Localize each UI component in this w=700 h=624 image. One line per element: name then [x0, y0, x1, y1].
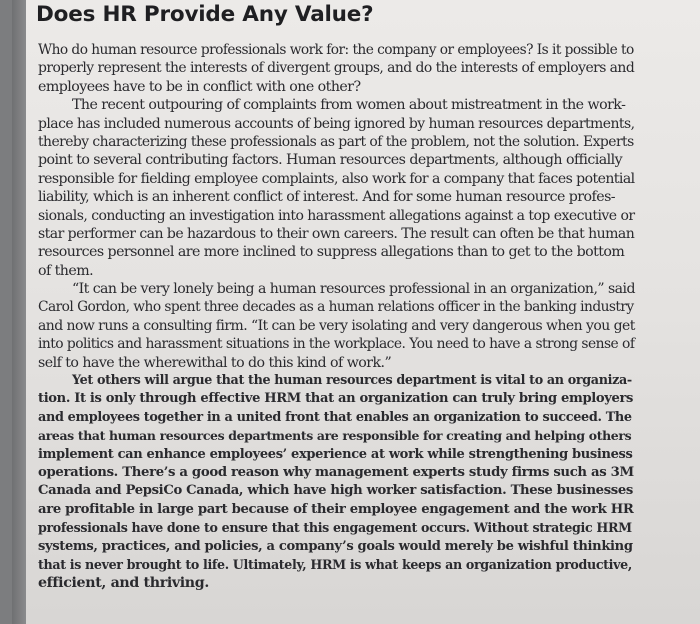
text-line: Who do human resource professionals work for: the company or employees? Is it possible to: [38, 42, 634, 58]
text-line: star performer can be hazardous to their own careers. The result can often be that human: [38, 225, 635, 242]
text-line: “It can be very lonely being a human resources professional in an organization,” said: [72, 281, 635, 298]
text-line: Canada and PepsiCo Canada, which have high worker satisfaction. These businesses: [38, 483, 633, 499]
text-line: The recent outpouring of complaints from women about mistreatment in the work-: [72, 97, 626, 114]
text-line: liability, which is an inherent conflict of interest. And for some human resource profes-: [38, 189, 616, 206]
text-line: thereby characterizing these professionals as part of the problem, not the solution. Experts: [38, 133, 634, 150]
text-line: and now runs a consulting firm. “It can be very isolating and very dangerous when you get: [38, 317, 635, 334]
text-line: Yet others will argue that the human resources department is vital to an organiza-: [72, 373, 632, 389]
text-line: systems, practices, and policies, a company’s goals would merely be wishful thinking: [38, 538, 633, 554]
text-line: tion. It is only through effective HRM that an organization can truly bring employers: [38, 391, 634, 407]
text-line: of them.: [38, 262, 94, 279]
text-line: and employees together in a united front that enables an organization to succeed. The: [38, 409, 632, 425]
text-line: sionals, conducting an investigation into harassment allegations against a top executive or: [38, 207, 635, 224]
paragraph-3: [38, 280, 638, 372]
text-line: implement can enhance employees’ experience at work while strengthening business: [38, 446, 633, 462]
text-line: resources personnel are more inclined to suppress allegations than to get to the bottom: [38, 244, 625, 261]
paragraph-1: [38, 41, 638, 96]
paragraph-4: [38, 372, 638, 593]
text-line: are profitable in large part because of their employee engagement and the work HR: [38, 501, 634, 517]
text-line: into politics and harassment situations in the workplace. You need to have a strong sense of: [38, 336, 635, 353]
article-body: [38, 41, 638, 593]
page-gutter-shadow: [12, 0, 26, 624]
text-line: place has included numerous accounts of being ignored by human resources departments,: [38, 115, 635, 132]
text-line: point to several contributing factors. Human resources departments, although officially: [38, 152, 623, 169]
text-line: that is never brought to life. Ultimately, HRM is what keeps an organization productive,: [38, 556, 632, 572]
text-line: professionals have done to ensure that this engagement occurs. Without strategic HRM: [38, 520, 632, 536]
text-line: Carol Gordon, who spent three decades as a human relations officer in the banking industry: [38, 299, 634, 316]
text-line: properly represent the interests of divergent groups, and do the interests of employers and: [38, 60, 635, 77]
text-line: responsible for fielding employee complaints, also work for a company that faces potential: [38, 170, 635, 187]
section-title: Does HR Provide Any Value?: [36, 2, 374, 27]
text-line: self to have the wherewithal to do this kind of work.”: [38, 354, 392, 371]
text-line: efficient, and thriving.: [38, 575, 209, 592]
paragraph-2: [38, 96, 638, 280]
text-line: areas that human resources departments are responsible for creating and helping others: [38, 428, 632, 444]
book-page: [12, 0, 700, 624]
text-line: employees have to be in conflict with one other?: [38, 78, 361, 95]
text-line: operations. There’s a good reason why management experts study firms such as 3M: [38, 464, 634, 480]
